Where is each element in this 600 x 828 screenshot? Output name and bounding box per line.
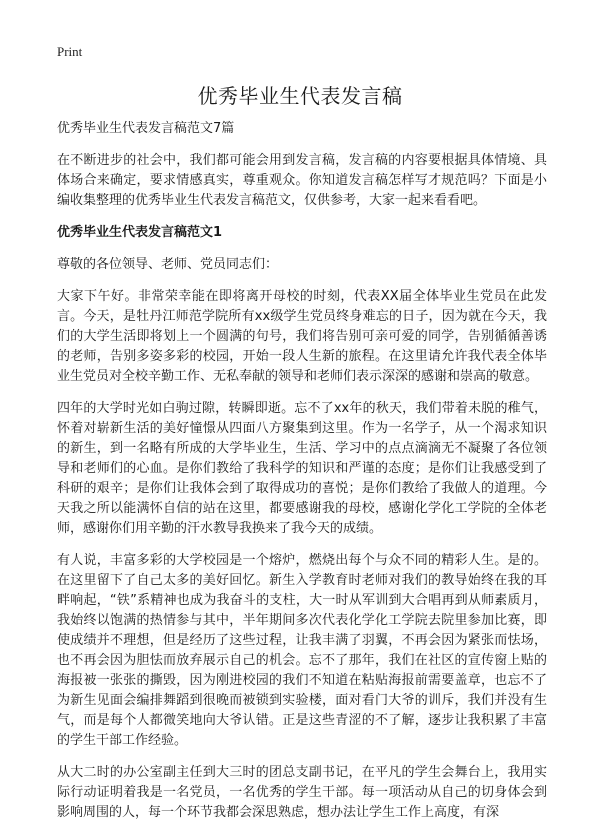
- document-body: [57, 119, 547, 828]
- section-heading: 优秀毕业生代表发言稿范文1: [57, 225, 223, 240]
- body-paragraph: 大家下午好。非常荣幸能在即将离开母校的时刻，代表XX届全体毕业生党员在此发言。今天，是牡丹江师范学院所有xx级学生党员终身难忘的日子，因为就在今天，我们的大学生活即将划上一个圆满的句号，我们将告别可亲可爱的同学，告别循循善诱的老师，告别多姿多彩的校园，开始一段人生新的旅程。在这里请允许我代表全体毕业生党员对全校辛勤工作、无私奉献的领导和老师们表示深深的感谢和崇高的敬意。: [57, 289, 547, 384]
- print-link[interactable]: Print: [57, 44, 83, 59]
- body-paragraph: 有人说，丰富多彩的大学校园是一个熔炉，燃烧出每个与众不同的精彩人生。是的。在这里留下了自己太多的美好回忆。新生入学教育时老师对我们的教导始终在我的耳畔响起，“铁”系精神也成为我奋斗的支柱，大一时从军训到大合唱再到从师素质月，我始终以饱满的热情参与其中，半年期间多次代表化学化工学院去院里参加比赛，即使成绩并不理想，但是经历了这些过程，让我丰满了羽翼，不再会因为紧张而怯场，也不再会因为胆怯而放弃展示自己的机会。忘不了那年，我们在社区的宣传窗上贴的海报被一张张的撕毁，因为刚进校园的我们不知道在粘贴海报前需要盖章，也忘不了为新生见面会编排舞蹈到很晚而被锁到实验楼，面对看门大爷的训斥，我们并没有生气，而是每个人都微笑地向大爷认错。正是这些青涩的不了解，逐步让我积累了丰富的学生干部工作经验。: [57, 553, 547, 748]
- greeting-paragraph: 尊敬的各位领导、老师、党员同志们：: [57, 257, 279, 272]
- body-paragraph: 从大二时的办公室副主任到大三时的团总支副书记，在平凡的学生会舞台上，我用实际行动证明着我是一名党员，一名优秀的学生干部。每一项活动从自己的切身体会到影响周围的人，每一个环节我都会深思熟虑，想办法让学生工作上高度，有深: [57, 765, 547, 820]
- intro-paragraph: 在不断进步的社会中，我们都可能会用到发言稿，发言稿的内容要根据具体情境、具体场合来确定，要求情感真实，尊重观众。你知道发言稿怎样写才规范吗？下面是小编收集整理的优秀毕业生代表发言稿范文，仅供参考，大家一起来看看吧。: [57, 153, 547, 208]
- body-paragraph: 四年的大学时光如白驹过隙，转瞬即逝。忘不了xx年的秋天，我们带着未脱的稚气，怀着对崭新生活的美好憧憬从四面八方聚集到这里。作为一名学子，从一个渴求知识的新生，到一名略有所成的大学毕业生，生活、学习中的点点滴滴无不凝聚了各位领导和老师们的心血。是你们教给了我科学的知识和严谨的态度；是你们让我感受到了科研的艰辛；是你们让我体会到了取得成功的喜悦；是你们教给了我做人的道理。今天我之所以能满怀自信的站在这里，都要感谢我的母校，感谢化学化工学院的全体老师，感谢你们用辛勤的汗水教导我换来了我今天的成绩。: [57, 401, 547, 536]
- document-title: 优秀毕业生代表发言稿: [197, 84, 403, 108]
- document-subtitle: 优秀毕业生代表发言稿范文7篇: [57, 121, 235, 136]
